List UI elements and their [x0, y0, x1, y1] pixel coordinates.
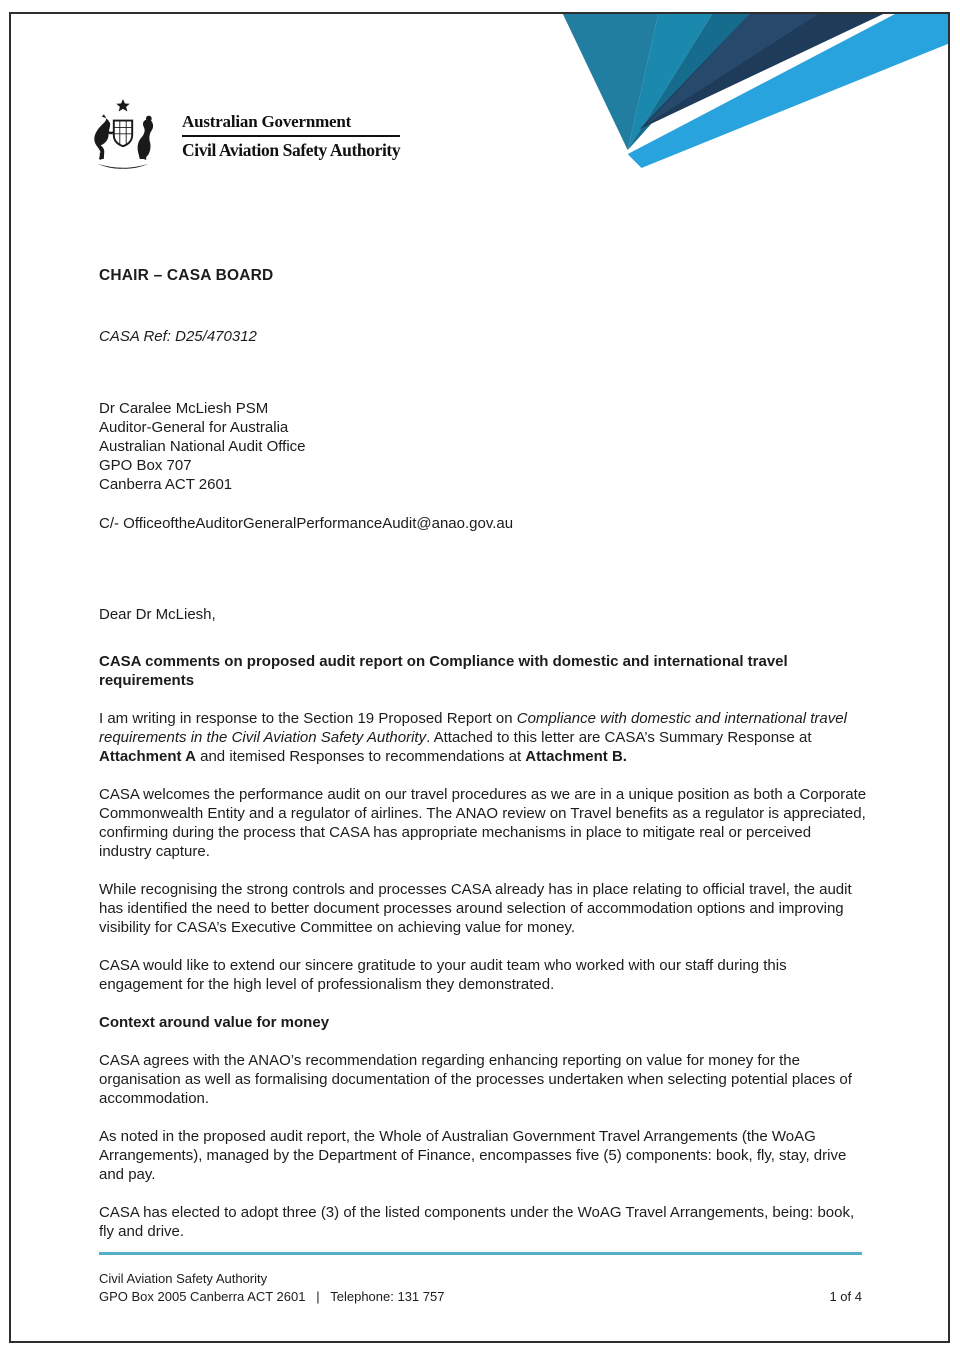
paragraph: [99, 1051, 867, 1108]
recipient-city: Canberra ACT 2601: [99, 476, 233, 493]
page-number: 1 of 4: [829, 1288, 862, 1304]
government-label: Australian Government: [182, 112, 352, 131]
letter-page: [9, 12, 950, 1343]
recipient-po-box: GPO Box 707: [99, 457, 192, 474]
paragraph: [99, 1127, 867, 1184]
text-run: Attachment B.: [525, 748, 627, 765]
recipient-name: Dr Caralee McLiesh PSM: [99, 400, 269, 417]
text-run: Attachment A: [99, 748, 196, 765]
text-run: . Attached to this letter are CASA’s Summary Response at: [426, 729, 812, 746]
subject: [99, 652, 867, 690]
text-run: CASA would like to extend our sincere gratitude to your audit team who worked with our staff during this engagement for the high level of professionalism they demonstrated.: [99, 957, 787, 993]
text-run: CASA agrees with the ANAO’s recommendation regarding enhancing reporting on value for money for the organisation as well as formalising documentation of the processes undertaken when selecting potential places of accommodation.: [99, 1052, 852, 1107]
paragraph: [99, 1203, 867, 1241]
agency-label: Civil Aviation Safety Authority: [182, 140, 401, 160]
paragraph: [99, 880, 867, 937]
text-run: CASA has elected to adopt three (3) of the listed components under the WoAG Travel Arrangements, being: book, fly and drive.: [99, 1204, 855, 1240]
reference-number: CASA Ref: D25/470312: [99, 328, 257, 345]
recipient-organisation: Australian National Audit Office: [99, 438, 306, 455]
footer-org-name: Civil Aviation Safety Authority: [99, 1271, 268, 1286]
text-run: and itemised Responses to recommendations at: [195, 748, 526, 765]
letter-body: [99, 652, 867, 1241]
paragraph: [99, 956, 867, 994]
paragraph: [99, 785, 867, 861]
text-run: While recognising the strong controls and processes CASA already has in place relating to official travel, the audit has identified the need to better document processes around selection of accommodation options and improving visibility for CASA’s Executive Committee on achieving value for money.: [99, 881, 852, 936]
recipient-address-block: [99, 399, 867, 494]
footer-contact-block: [99, 1270, 444, 1305]
text-run: CASA comments on proposed audit report on Compliance with domestic and international travel requirements: [99, 653, 788, 689]
page-footer: [99, 1252, 862, 1305]
text-run: I am writing in response to the Section 19 Proposed Report on: [99, 710, 517, 727]
footer-rule: [99, 1252, 862, 1255]
footer-row: [99, 1270, 862, 1305]
letter-content: [99, 14, 867, 1260]
text-run: As noted in the proposed audit report, the Whole of Australian Government Travel Arrangements (the WoAG Arrangements), managed by the Department of Finance, encompasses five (5) components: book, fly, stay, drive and pay.: [99, 1128, 847, 1183]
text-run: Context around value for money: [99, 1014, 330, 1031]
care-of-email: C/- OfficeoftheAuditorGeneralPerformanceAudit@anao.gov.au: [99, 515, 514, 532]
salutation: Dear Dr McLiesh,: [99, 606, 216, 623]
text-run: Compliance with domestic and international travel requirements in the Civil Aviation Safety Authority: [99, 710, 847, 746]
paragraph: [99, 709, 867, 766]
subheading: [99, 1013, 867, 1032]
footer-address-line: GPO Box 2005 Canberra ACT 2601 | Telephone: 131 757: [99, 1288, 445, 1304]
letterhead-title: CHAIR – CASA BOARD: [99, 267, 274, 284]
text-run: CASA welcomes the performance audit on our travel procedures as we are in a unique position as both a Corporate Commonwealth Entity and a regulator of airlines. The ANAO review on Travel benefits as a regulator is appreciated, confirming during the process that CASA has appropriate mechanisms in place to mitigate real or perceived industry capture.: [99, 786, 867, 860]
recipient-title: Auditor-General for Australia: [99, 419, 289, 436]
